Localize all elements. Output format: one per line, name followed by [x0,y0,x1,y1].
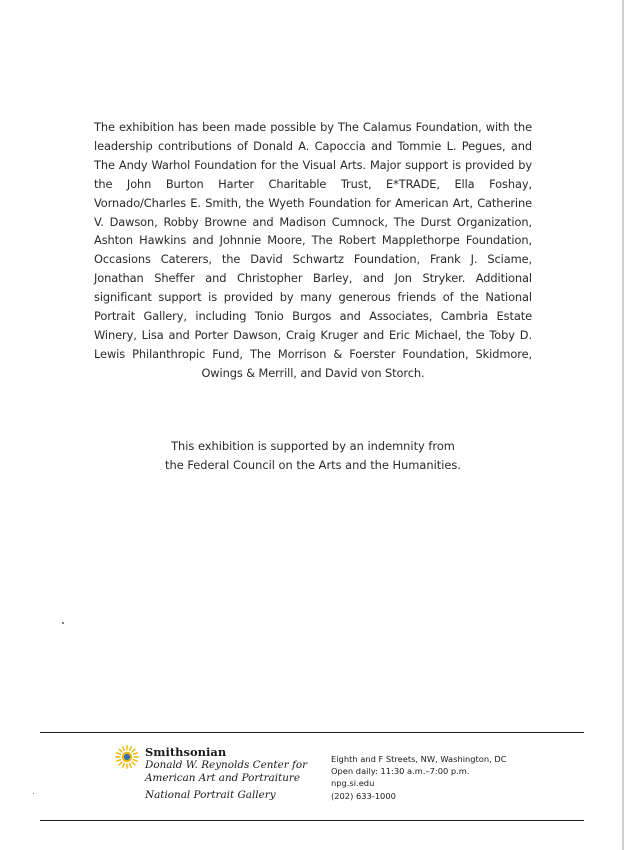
website: npg.si.edu [331,778,375,789]
scan-speck [33,793,34,794]
indemnity-statement [94,437,532,475]
phone-number: (202) 633-1000 [331,790,396,801]
sun-ray [133,753,137,755]
sun-ray [123,747,125,751]
sun-ray [132,749,135,752]
smithsonian-sun-icon [115,745,139,769]
sun-ray [130,763,132,767]
opening-hours: Open daily: 11:30 a.m.–7:00 p.m. [331,766,470,777]
sun-ray [133,760,137,762]
gallery-name: National Portrait Gallery [145,789,276,801]
organization-block [145,746,307,802]
sun-ray [119,762,122,765]
sun-ray [117,760,121,762]
acknowledgment-paragraph: The exhibition has been made possible by The Calamus Foundation, with the leadership contributions of Donald A. Capoccia and Tommie L. Pegues, and The Andy Warhol Foundation for the Visual Arts. Major support is provided by the John Burton Harter Charitable Trust, E*TRADE, Ella Foshay, Vornado/Charles E. Smith, the Wyeth Foundation for American Art, Catherine V. Dawson, Robby Browne and Madison Cumnock, The Durst Organization, Ashton Hawkins and Johnnie Moore, The Robert Mapplethorpe Foundation, Occasions Caterers, the David Schwartz Foundation, Frank J. Sciame, Jonathan Sheffer and Christopher Barley, and Jon Stryker. Additional significant support is provided by many generous friends of the National Portrait Gallery, including Tonio Burgos and Associates, Cambria Estate Winery, Lisa and Porter Dawson, Craig Kruger and Eric Michael, the Toby D. Lewis Philanthropic Fund, The Morrison & Foerster Foundation, Skidmore, Owings & Merrill, and David von Storch. [94,120,532,380]
footer-top-rule [40,732,584,733]
org-name: Smithsonian [145,745,227,759]
center-name-line-2: American Art and Portraiture [145,772,301,784]
footer-bottom-rule [40,820,584,821]
contact-block [331,753,507,802]
sun-ray [123,763,125,767]
scan-speck [62,622,64,624]
center-name-line-1: Donald W. Reynolds Center for [145,759,308,771]
street-address: Eighth and F Streets, NW, Washington, DC [331,754,507,764]
sun-ray [130,747,132,751]
indemnity-line-1: This exhibition is supported by an indemnity from [171,439,455,453]
sun-ray [132,762,135,765]
sun-ray [119,749,122,752]
sun-ray [117,753,121,755]
indemnity-line-2: the Federal Council on the Arts and the Humanities. [165,458,461,473]
